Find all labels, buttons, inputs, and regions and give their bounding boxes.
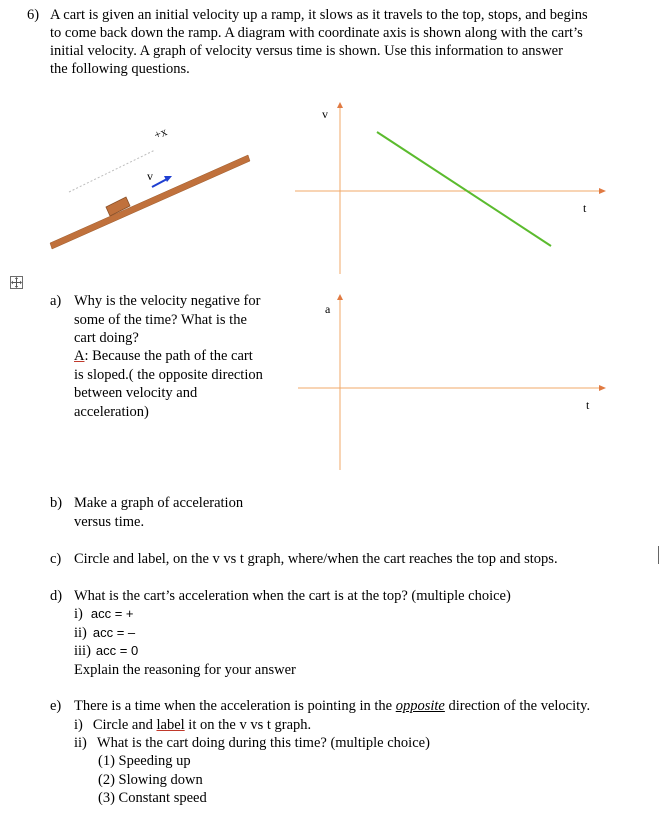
option-text: acc = 0 bbox=[95, 643, 139, 658]
answer-text: : Because the path of the cart bbox=[84, 348, 253, 364]
emphasized-word: opposite bbox=[395, 698, 445, 714]
answer-prefix: A bbox=[74, 348, 85, 364]
part-a-label: a) bbox=[50, 293, 62, 309]
text-after: direction of the velocity. bbox=[444, 698, 591, 714]
option-text: acc = + bbox=[90, 606, 134, 621]
intro-line-2: to come back down the ramp. A diagram with coordinate axis is shown along with the cart’s bbox=[50, 25, 583, 41]
part-b-line-2: versus time. bbox=[74, 514, 145, 530]
option-num: iii) bbox=[74, 643, 91, 659]
t-axis-label: t bbox=[586, 398, 590, 412]
v-axis-arrow bbox=[337, 102, 343, 108]
option-num: i) bbox=[74, 606, 83, 622]
ramp-diagram bbox=[40, 115, 260, 255]
part-d-explain: Explain the reasoning for your answer bbox=[74, 662, 296, 678]
velocity-label: v bbox=[147, 169, 153, 183]
part-a-answer-line-4[interactable]: acceleration) bbox=[74, 404, 149, 420]
part-e-label: e) bbox=[50, 698, 62, 714]
part-e-sub-ii bbox=[74, 734, 430, 752]
part-a-question-line-1: Why is the velocity negative for bbox=[74, 293, 261, 309]
x-axis-dashed-line bbox=[69, 150, 155, 192]
option-text: acc = – bbox=[92, 625, 136, 640]
part-b-label: b) bbox=[50, 495, 63, 511]
part-a-answer-line-1[interactable] bbox=[74, 347, 253, 365]
a-axis-label: a bbox=[325, 302, 331, 316]
t-axis-arrow bbox=[599, 188, 606, 194]
part-d-option-3 bbox=[74, 642, 138, 660]
part-a-answer-line-3[interactable]: between velocity and bbox=[74, 385, 198, 401]
text-cursor bbox=[658, 546, 659, 564]
a-axis-arrow bbox=[337, 294, 343, 300]
part-e-choice-1: (1) Speeding up bbox=[98, 753, 191, 769]
label-word: label bbox=[156, 717, 185, 733]
part-a-question-line-2: some of the time? What is the bbox=[74, 312, 247, 328]
part-a-question-line-3: cart doing? bbox=[74, 330, 139, 346]
sub-text-after: it on the v vs t graph. bbox=[184, 717, 312, 733]
sub-text: Circle and bbox=[92, 717, 157, 733]
part-c-text: Circle and label, on the v vs t graph, where/when the cart reaches the top and stops. bbox=[74, 551, 558, 567]
part-d-option-2 bbox=[74, 624, 135, 642]
sub-text: What is the cart doing during this time? (multiple choice) bbox=[96, 735, 430, 751]
velocity-arrow bbox=[152, 179, 167, 187]
part-a-answer-line-2[interactable]: is sloped.( the opposite direction bbox=[74, 367, 263, 383]
intro-line-4: the following questions. bbox=[50, 61, 190, 77]
velocity-time-graph bbox=[290, 98, 620, 278]
move-icon bbox=[11, 277, 22, 288]
part-d-label: d) bbox=[50, 588, 63, 604]
sub-num: ii) bbox=[74, 735, 87, 751]
part-e-choice-3: (3) Constant speed bbox=[98, 790, 207, 806]
part-d-text: What is the cart’s acceleration when the cart is at the top? (multiple choice) bbox=[74, 588, 511, 604]
part-c-label: c) bbox=[50, 551, 62, 567]
intro-line-3: initial velocity. A graph of velocity versus time is shown. Use this information to answer bbox=[50, 43, 563, 59]
part-b-line-1: Make a graph of acceleration bbox=[74, 495, 244, 511]
part-d-option-1 bbox=[74, 605, 134, 623]
part-e-sub-i bbox=[74, 716, 311, 734]
t-axis-arrow bbox=[599, 385, 606, 391]
text-before: There is a time when the acceleration is pointing in the bbox=[74, 698, 396, 714]
t-axis-label: t bbox=[583, 201, 587, 215]
table-move-handle[interactable] bbox=[10, 276, 23, 289]
acceleration-time-graph bbox=[290, 288, 620, 473]
part-e-text bbox=[74, 697, 590, 715]
sub-num: i) bbox=[74, 717, 83, 733]
v-axis-label: v bbox=[322, 107, 328, 121]
intro-line-1: A cart is given an initial velocity up a ramp, it slows as it travels to the top, stops, and begins bbox=[50, 7, 588, 23]
velocity-line bbox=[377, 132, 551, 246]
x-axis-label: +x bbox=[151, 124, 169, 143]
part-e-choice-2: (2) Slowing down bbox=[98, 772, 203, 788]
option-num: ii) bbox=[74, 625, 87, 641]
question-number: 6) bbox=[27, 7, 40, 23]
